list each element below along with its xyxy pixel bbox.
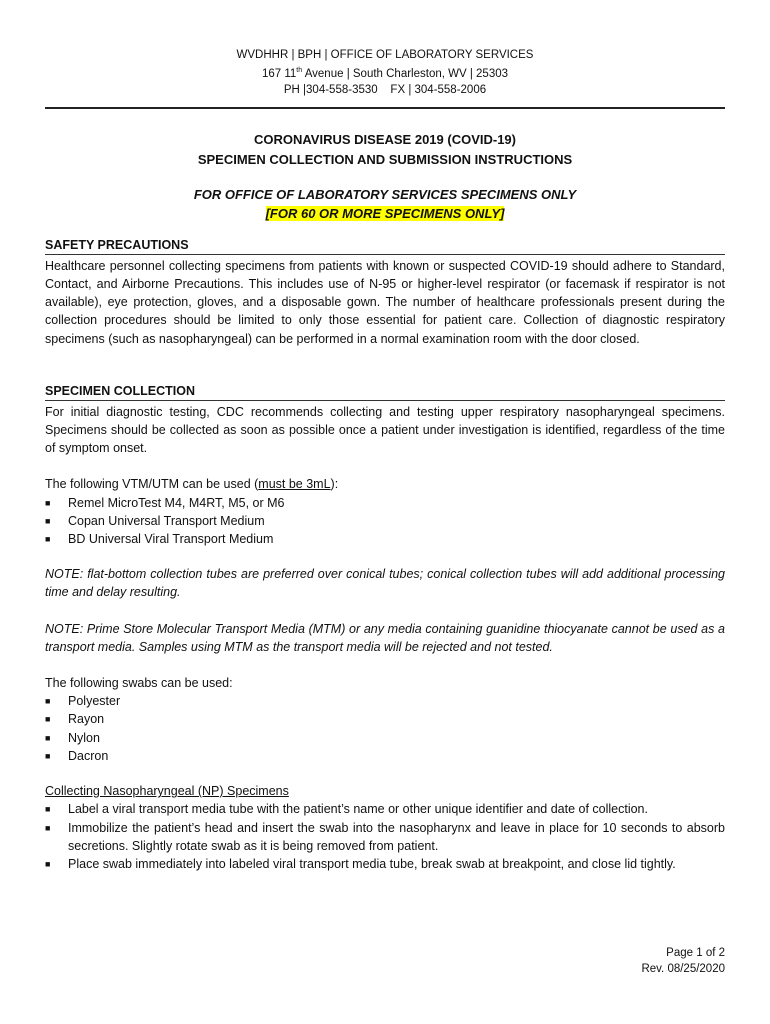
letterhead-phone: PH |304-558-3530 FX | 304-558-2006 xyxy=(283,83,487,96)
collection-intro: For initial diagnostic testing, CDC recommends collecting and testing upper respiratory nasopharyngeal specimens. Specimens should be collected as soon as possible once a patient under investigation is identified, regardless of the time of symptom onset. xyxy=(45,404,725,456)
swab-item: ■ Nylon xyxy=(45,729,725,747)
page-footer xyxy=(641,945,725,977)
title-line-2: SPECIMEN COLLECTION AND SUBMISSION INSTRUCTIONS xyxy=(197,151,573,167)
note-mtm: NOTE: Prime Store Molecular Transport Media (MTM) or any media containing guanidine thiocyanate cannot be used as a transport media. Samples using MTM as the transport media will be rejected and not tested. xyxy=(45,621,725,654)
note-flat-bottom: NOTE: flat-bottom collection tubes are preferred over conical tubes; conical collection tubes will add additional processing time and delay resulting. xyxy=(45,567,725,600)
bullet-icon: ■ xyxy=(45,714,51,725)
vtm-item: ■ Copan Universal Transport Medium xyxy=(45,512,725,530)
bullet-icon: ■ xyxy=(45,750,51,761)
bullet-icon: ■ xyxy=(45,822,51,833)
bullet-icon: ■ xyxy=(45,696,51,707)
swab-item: ■ Rayon xyxy=(45,710,725,728)
letterhead-address: 167 11th Avenue | South Charleston, WV | 25303 xyxy=(261,67,509,80)
letterhead-org: WVDHHR | BPH | OFFICE OF LABORATORY SERVICES xyxy=(236,49,534,61)
swab-item: ■ Polyester xyxy=(45,692,725,710)
document-page xyxy=(45,0,725,1024)
vtm-list xyxy=(45,494,725,549)
vtm-item: ■ Remel MicroTest M4, M4RT, M5, or M6 xyxy=(45,494,725,512)
page-number: Page 1 of 2 xyxy=(666,947,725,959)
subtitle-line-2 xyxy=(45,204,725,223)
bullet-icon: ■ xyxy=(45,732,51,743)
bullet-icon: ■ xyxy=(45,497,51,508)
swab-intro: The following swabs can be used: xyxy=(45,676,233,691)
document-title xyxy=(45,130,725,170)
safety-heading: SAFETY PRECAUTIONS xyxy=(45,237,725,255)
bullet-icon: ■ xyxy=(45,804,51,815)
np-step: ■ Place swab immediately into labeled viral transport media tube, break swab at breakpoint, and close lid tightly. xyxy=(45,855,725,873)
subtitle-line-1: FOR OFFICE OF LABORATORY SERVICES SPECIMENS ONLY xyxy=(193,186,577,202)
np-step: ■ Immobilize the patient’s head and insert the swab into the nasopharynx and leave in place for 10 seconds to absorb secretions. Slightly rotate swab as it is being removed from patient. xyxy=(45,820,725,853)
vtm-item: ■ BD Universal Viral Transport Medium xyxy=(45,530,725,548)
revision-date: Rev. 08/25/2020 xyxy=(641,963,725,975)
np-heading: Collecting Nasopharyngeal (NP) Specimens xyxy=(45,784,289,799)
safety-paragraph: Healthcare personnel collecting specimens from patients with known or suspected COVID-19 should adhere to Standard, Contact, and Airborne Precautions. This includes use of N-95 or higher-level respirator (or facemask if respirator is not available), eye protection, gloves, and a disposable gown. The number of healthcare professionals present during the collection procedures should be limited to only those essential for patient care. Collection of diagnostic respiratory specimens (such as nasopharyngeal) can be performed in a normal examination room with the door closed. xyxy=(45,258,725,346)
swab-list xyxy=(45,692,725,765)
bullet-icon: ■ xyxy=(45,858,51,869)
letterhead xyxy=(45,47,725,98)
vtm-intro: The following VTM/UTM can be used (must be 3mL): xyxy=(45,477,339,492)
document-subtitle xyxy=(45,185,725,223)
collection-heading: SPECIMEN COLLECTION xyxy=(45,383,725,401)
np-steps-list xyxy=(45,800,725,873)
header-divider xyxy=(45,107,725,109)
np-step: ■ Label a viral transport media tube with the patient’s name or other unique identifier and date of collection. xyxy=(45,800,725,818)
bullet-icon: ■ xyxy=(45,534,51,545)
highlighted-note: [FOR 60 OR MORE SPECIMENS ONLY] xyxy=(265,205,505,221)
swab-item: ■ Dacron xyxy=(45,747,725,765)
title-line-1: CORONAVIRUS DISEASE 2019 (COVID-19) xyxy=(254,131,516,147)
bullet-icon: ■ xyxy=(45,515,51,526)
